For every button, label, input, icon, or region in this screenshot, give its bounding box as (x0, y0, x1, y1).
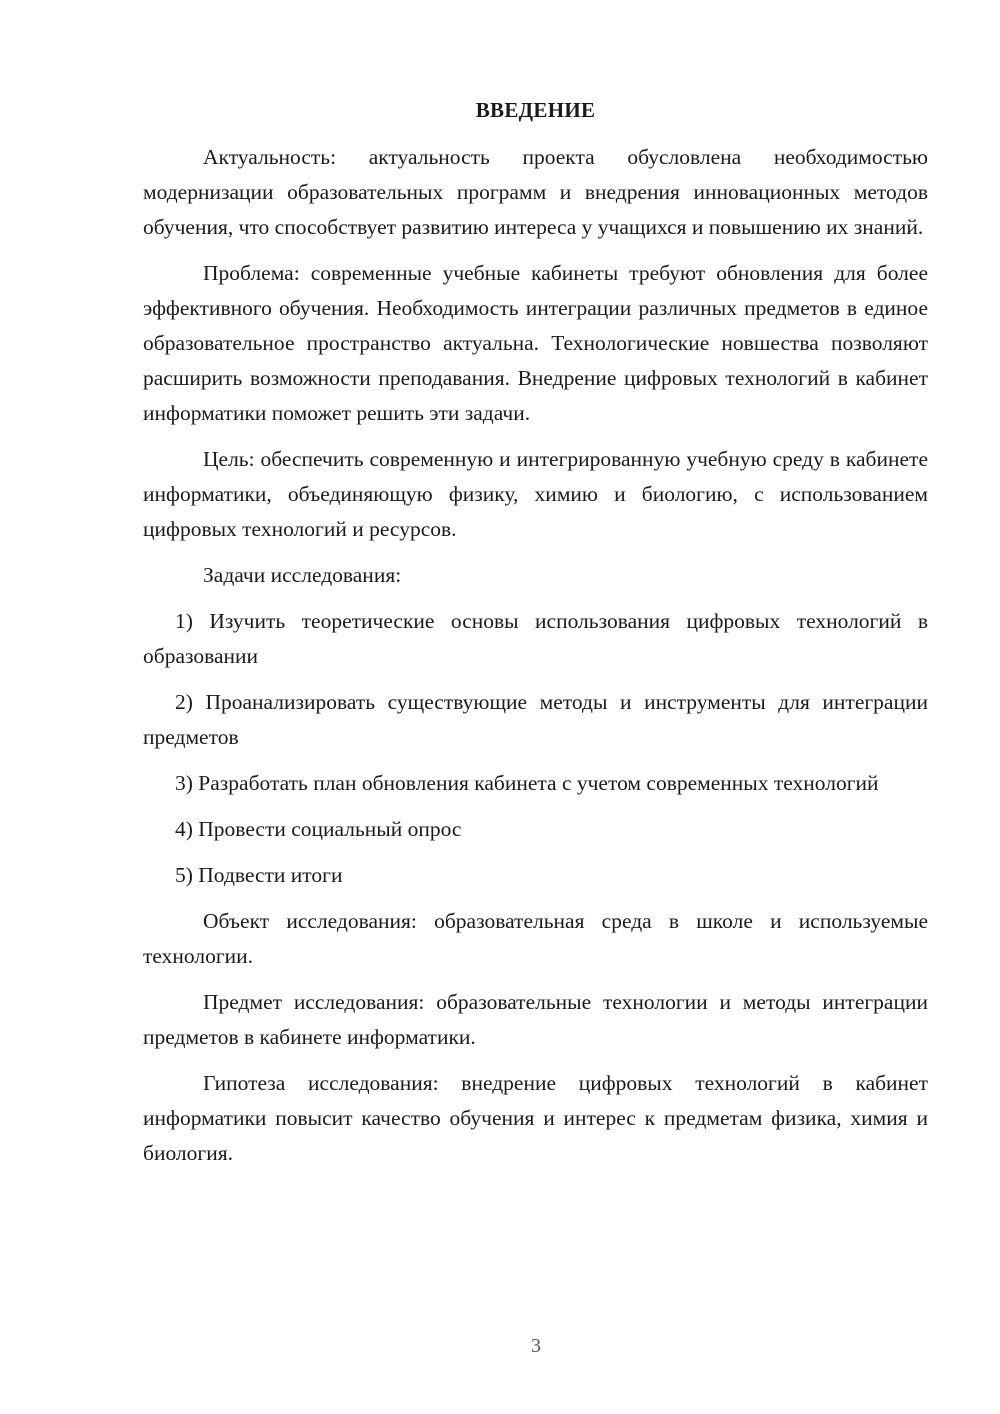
subject-paragraph: Предмет исследования: образовательные технологии и методы интеграции предметов в кабинете информатики. (143, 990, 928, 1049)
task-item: 5) Подвести итоги (175, 863, 343, 887)
tasks-heading: Задачи исследования: (203, 563, 402, 587)
task-item: 2) Проанализировать существующие методы и инструменты для интеграции предметов (143, 690, 928, 749)
task-item: 4) Провести социальный опрос (175, 817, 462, 841)
page-number: 3 (531, 1335, 541, 1357)
task-item: 1) Изучить теоретические основы использования цифровых технологий в образовании (143, 609, 928, 668)
section-heading: ВВЕДЕНИЕ (475, 98, 596, 122)
problem-paragraph: Проблема: современные учебные кабинеты требуют обновления для более эффективного обучения. Необходимость интеграции различных предметов в единое образовательное пространство актуальна. Технологические новшества позволяют расширить возможности преподавания. Внедрение цифровых технологий в кабинет информатики поможет решить эти задачи. (143, 261, 928, 425)
hypothesis-paragraph: Гипотеза исследования: внедрение цифровых технологий в кабинет информатики повысит качество обучения и интерес к предметам физика, химия и биология. (143, 1071, 928, 1165)
task-item: 3) Разработать план обновления кабинета с учетом современных технологий (175, 771, 879, 795)
relevance-paragraph: Актуальность: актуальность проекта обусловлена необходимостью модернизации образовательных программ и внедрения инновационных методов обучения, что способствует развитию интереса у учащихся и повышению их знаний. (143, 145, 928, 239)
page-content (143, 94, 928, 1182)
object-paragraph: Объект исследования: образовательная среда в школе и используемые технологии. (143, 909, 928, 968)
goal-paragraph: Цель: обеспечить современную и интегрированную учебную среду в кабинете информатики, объединяющую физику, химию и биологию, с использованием цифровых технологий и ресурсов. (143, 447, 928, 541)
